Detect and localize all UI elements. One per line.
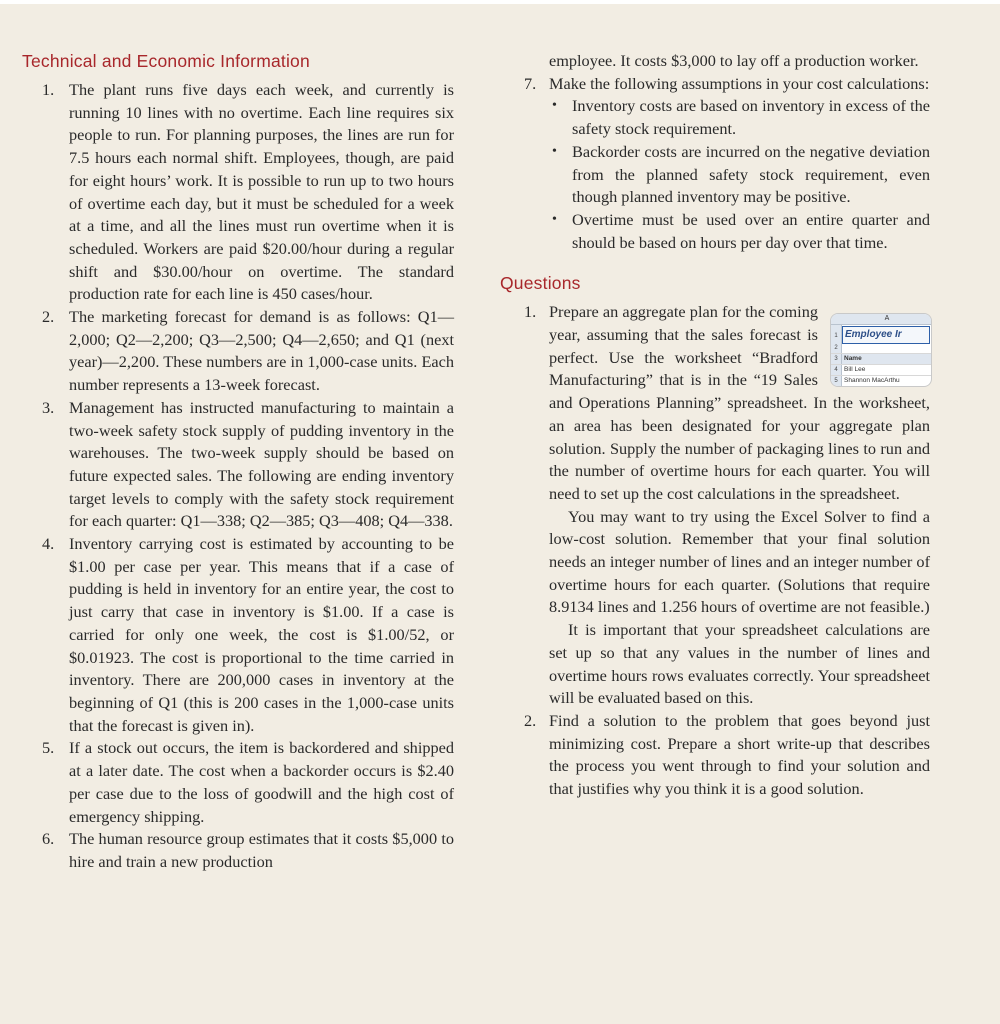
right-column (500, 50, 930, 801)
bullet-item: • Overtime must be used over an entire quarter and should be based on hours per day over that time. (552, 209, 930, 252)
spreadsheet-thumbnail (826, 303, 930, 385)
list-item: 4. Inventory carrying cost is estimated by accounting to be $1.00 per case per year. This means that if a case of pudding is held in inventory for an entire year, the cost to just carry that case in inventory is $1.00. If a case is carried for only one week, the cost is $1.00/52, or $0.01923. The cost is proportional to the time carried in inventory. There are 200,000 cases in inventory at the beginning of Q1 (this is 200 cases in the 1,000-case units that the forecast is given in). (42, 534, 454, 735)
technical-list-continued (500, 50, 930, 254)
bullet-item: • Inventory costs are based on inventory in excess of the safety stock requirement. (552, 96, 930, 139)
section-heading-questions: Questions (500, 273, 581, 294)
question-item: 1. A 1 Employee Ir 2 3 Name 4 Bill Lee 5 Shannon MacArthu Prepare an aggregate plan for the coming year, assuming that the sales forecast is perfect. Use the worksheet “Bradford Manufacturing” that is in the “19 Sales and Operations Planning” spreadsheet. In the worksheet, an area has been designated for your aggregate plan solution. Supply the number of packaging lines to run and the number of overtime hours for each quarter. You will need to set up the cost calculations in the spreadsheet. You may want to try using the Excel Solver to find a low-cost solution. Remember that your final solution needs an integer number of lines and an integer number of overtime hours for each quarter. (Solutions that require 8.9134 lines and 1.256 hours of overtime are not feasible.) It is important that your spreadsheet calculations are set up so that any values in the number of lines and overtime hours rows evaluates correctly. Your spreadsheet will be evaluated based on this. (500, 301, 930, 710)
list-item: 7. Make the following assumptions in your cost calculations: • Inventory costs are based on inventory in excess of the safety stock requirement. • Backorder costs are incurred on the negative deviation from the planned safety stock requirement, even though planned inventory may be positive. • Overtime must be used over an entire quarter and should be based on hours per day over that time. (500, 73, 930, 255)
thumb-row: 4 Bill Lee (831, 365, 931, 376)
left-column (22, 50, 454, 874)
bullet-icon: • (552, 143, 557, 159)
question-item: 2. Find a solution to the problem that goes beyond just minimizing cost. Prepare a short write-up that describes the process you went through to find your solution and that justifies why you think it is a good solution. (524, 710, 930, 799)
paragraph: It is important that your spreadsheet calculations are set up so that any values in the number of lines and overtime hours rows evaluates correctly. Your spreadsheet will be evaluated based on this. (549, 620, 930, 708)
thumb-row: 5 Shannon MacArthu (831, 376, 931, 387)
section-heading-technical: Technical and Economic Information (22, 51, 310, 71)
paragraph: You may want to try using the Excel Solver to find a low-cost solution. Remember that your final solution needs an integer number of lines and an integer number of overtime hours for each quarter. (Solutions that require 8.9134 lines and 1.256 hours of overtime are not feasible.) (549, 506, 930, 617)
thumb-title: Employee Ir (842, 326, 930, 344)
top-border (0, 0, 1000, 4)
thumb-row: 1 Employee Ir (831, 325, 931, 343)
list-item-continuation: employee. It costs $3,000 to lay off a production worker. (549, 51, 919, 70)
list-item: 2. The marketing forecast for demand is as follows: Q1—2,000; Q2—2,200; Q3—2,500; Q4—2,650; and Q1 (next year)—2,200. These numbers are in 1,000-case units. Each number represents a 13-week forecast. (42, 307, 454, 395)
questions-list (500, 301, 930, 800)
list-item: 3. Management has instructed manufacturing to maintain a two-week safety stock supply of pudding inventory in the warehouses. The two-week supply should be based on future expected sales. The following are ending inventory target levels to comply with the safety stock requirement for each quarter: Q1—338; Q2—385; Q3—408; Q4—338. (42, 397, 454, 531)
list-item: 5. If a stock out occurs, the item is backordered and shipped at a later date. The cost when a backorder occurs is $2.40 per case due to the loss of goodwill and the high cost of emergency shipping. (42, 738, 454, 826)
assumptions-list (549, 95, 930, 254)
spreadsheet-icon (830, 313, 932, 387)
bullet-icon: • (552, 211, 557, 227)
technical-list (22, 79, 454, 874)
bullet-icon: • (552, 98, 557, 114)
thumb-row: 2 (831, 343, 931, 354)
list-item: 1. The plant runs five days each week, and currently is running 10 lines with no overtime. Each line requires six people to run. For planning purposes, the lines are run for 7.5 hours each normal shift. Employees, though, are paid for eight hours’ work. It is possible to run up to two hours of overtime each day, but it must be scheduled for a week at a time, and all the lines must run overtime when it is scheduled. Workers are paid $20.00/hour during a regular shift and $30.00/hour on overtime. The standard production rate for each line is 450 cases/hour. (42, 80, 454, 304)
list-item: 6. The human resource group estimates that it costs $5,000 to hire and train a new production (42, 829, 454, 871)
bullet-item: • Backorder costs are incurred on the negative deviation from the planned safety stock requirement, even though planned inventory may be positive. (552, 141, 930, 207)
thumb-row: 3 Name (831, 354, 931, 365)
thumb-column-header: A (831, 314, 931, 325)
